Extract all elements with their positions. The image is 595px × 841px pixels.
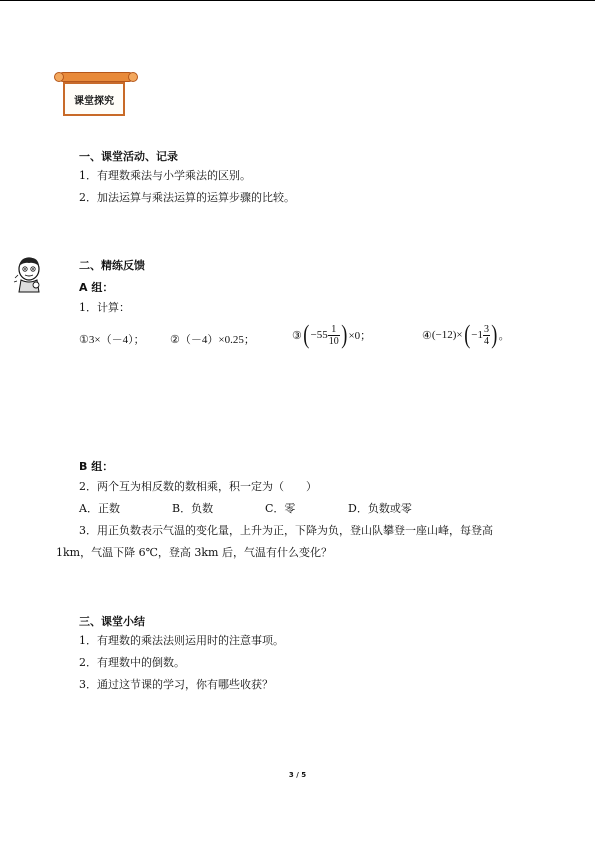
expr-3-denominator: 10: [328, 335, 339, 347]
group-a-label: A 组：: [79, 281, 114, 294]
expr-3-whole: −55: [310, 329, 328, 341]
section3-item-2: 2．有理数中的倒数。: [79, 656, 185, 669]
expr-4-numerator: 3: [484, 323, 489, 335]
expr-4: [422, 322, 510, 348]
expr-2: ②（－4）×0.25；: [170, 334, 255, 346]
section1-item-2: 2．加法运算与乘法运算的运算步骤的比较。: [79, 191, 295, 204]
option-b: B．负数: [172, 502, 214, 515]
expr-3-marker: ③: [292, 329, 302, 342]
question-1: 1．计算：: [79, 301, 130, 314]
option-d: D．负数或零: [348, 502, 412, 515]
scroll-ornament-icon: [59, 72, 133, 82]
badge-frame: [63, 82, 125, 116]
section3-heading: 三、课堂小结: [79, 615, 145, 628]
group-b-label: B 组：: [79, 460, 114, 473]
expr-1: ①3×（－4）；: [79, 334, 145, 346]
section1-item-1: 1．有理数乘法与小学乘法的区别。: [79, 169, 251, 182]
expr-4-tail: 。: [498, 330, 510, 342]
section3-item-1: 1．有理数的乘法法则运用时的注意事项。: [79, 634, 284, 647]
section2-heading: 二、精练反馈: [79, 259, 145, 272]
expr-4-fraction: [483, 324, 490, 347]
option-a: A．正数: [79, 502, 120, 515]
right-paren-icon: ): [491, 320, 498, 349]
option-c: C．零: [265, 502, 296, 515]
thinking-student-icon: [12, 254, 46, 294]
expr-3-fraction: [328, 324, 340, 347]
expr-4-whole: −1: [471, 329, 483, 341]
header-rule: [0, 0, 595, 1]
expr-4-first: (−12)×: [431, 329, 463, 341]
left-paren-icon: (: [303, 320, 310, 349]
expr-3-tail: ×0；: [348, 330, 372, 342]
badge-label: 课堂探究: [74, 95, 114, 107]
section3-item-3: 3．通过这节课的学习，你有哪些收获？: [79, 678, 273, 691]
question-3-line-2: 1km，气温下降 6℃，登高 3km 后，气温有什么变化？: [56, 546, 332, 559]
expr-4-marker: ④: [422, 329, 432, 342]
section-badge: [53, 72, 135, 120]
right-paren-icon: ): [341, 320, 348, 349]
page-number: 3 / 5: [288, 771, 307, 779]
section1-heading: 一、课堂活动、记录: [79, 150, 178, 163]
expr-4-denominator: 4: [484, 335, 489, 347]
left-paren-icon: (: [463, 320, 470, 349]
expr-3-numerator: 1: [328, 324, 340, 336]
expr-3: [292, 322, 371, 348]
question-2: 2．两个互为相反数的数相乘，积一定为（ ）: [79, 480, 317, 493]
question-3-line-1: 3．用正负数表示气温的变化量，上升为正，下降为负，登山队攀登一座山峰，每登高: [79, 524, 493, 537]
